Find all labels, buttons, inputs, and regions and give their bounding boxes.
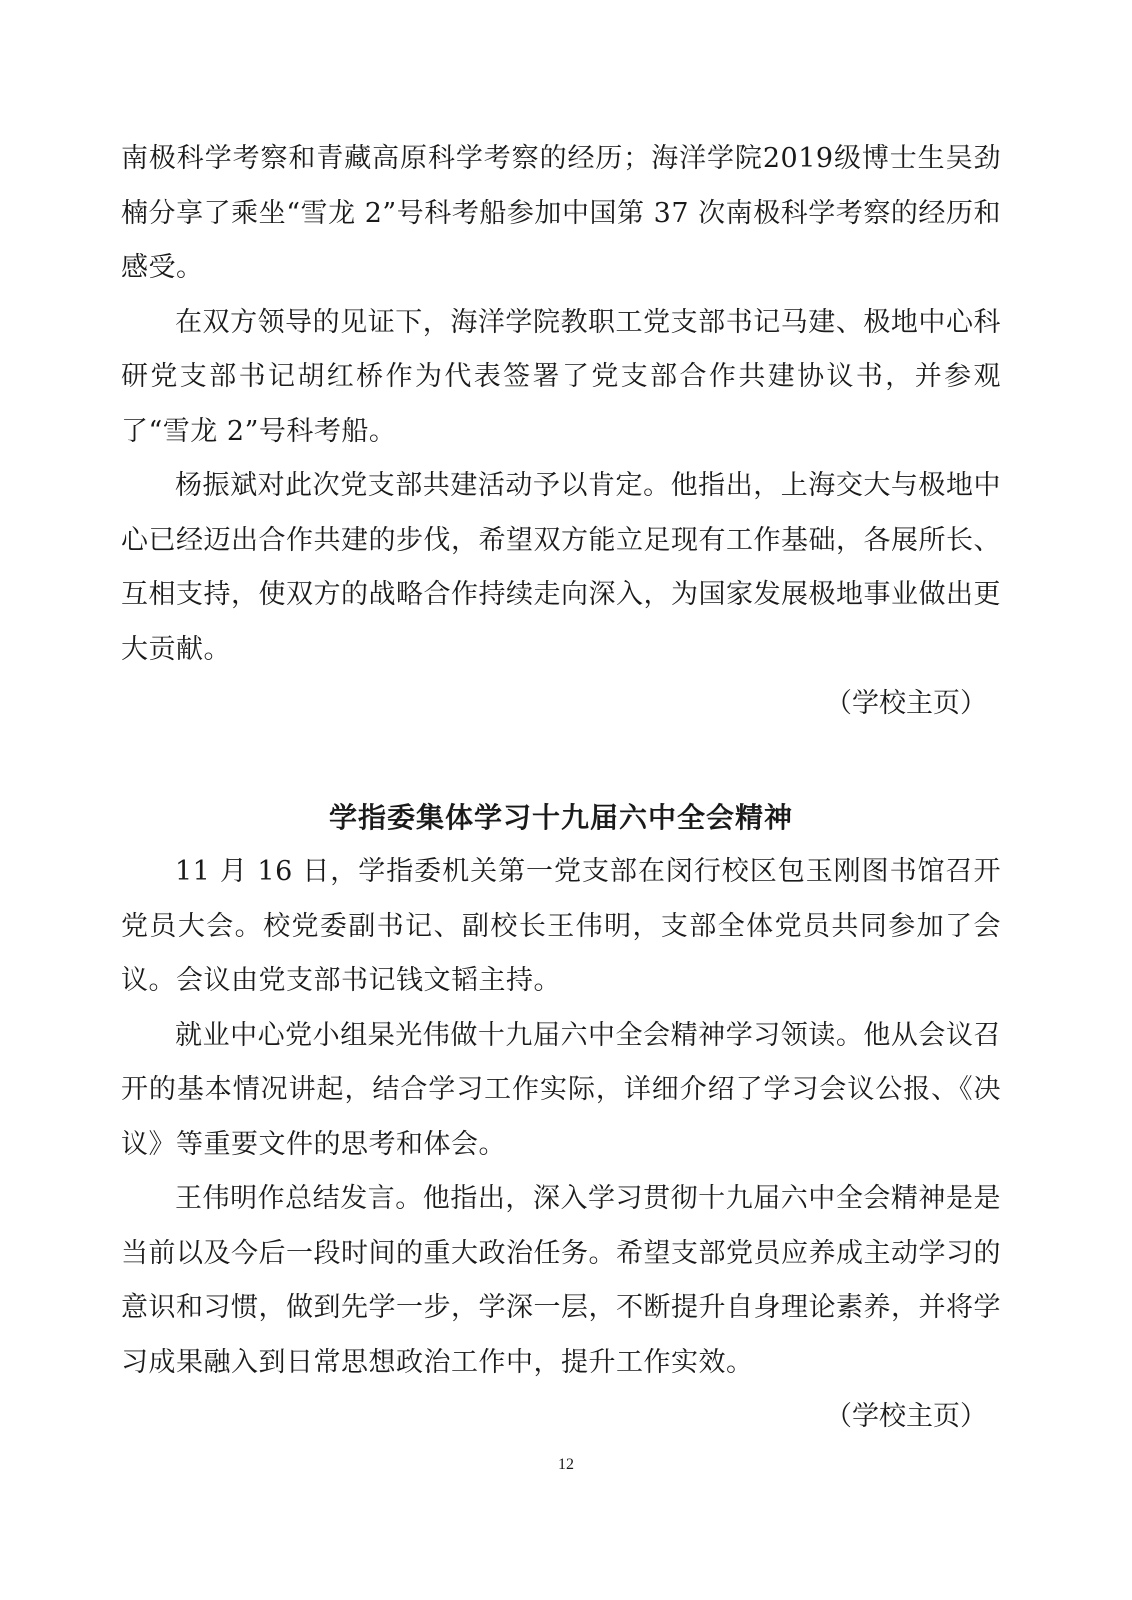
article-1-paragraph-2: 在双方领导的见证下，海洋学院教职工党支部书记马建、极地中心科研党支部书记胡红桥作为代表签署了党支部合作共建协议书，并参观了“雪龙 2”号科考船。: [121, 306, 1001, 447]
article-2-paragraph-1: 11 月 16 日，学指委机关第一党支部在闵行校区包玉刚图书馆召开党员大会。校党委副书记、副校长王伟明，支部全体党员共同参加了会议。会议由党支部书记钱文韬主持。: [121, 856, 1001, 996]
article-1-source: （学校主页）: [825, 688, 987, 719]
article-1-paragraph-3: 杨振斌对此次党支部共建活动予以肯定。他指出，上海交大与极地中心已经迈出合作共建的步伐，希望双方能立足现有工作基础，各展所长、互相支持，使双方的战略合作持续走向深入，为国家发展极地事业做出更大贡献。: [121, 470, 1001, 665]
article-2-paragraph-3: 王伟明作总结发言。他指出，深入学习贯彻十九届六中全会精神是是当前以及今后一段时间的重大政治任务。希望支部党员应养成主动学习的意识和习惯，做到先学一步，学深一层，不断提升自身理论素养，并将学习成果融入到日常思想政治工作中，提升工作实效。: [121, 1183, 1001, 1378]
article-2-title: 学指委集体学习十九届六中全会精神: [328, 801, 793, 834]
article-1-body: [121, 132, 1001, 732]
article-2-paragraph-2: 就业中心党小组杲光伟做十九届六中全会精神学习领读。他从会议召开的基本情况讲起，结合学习工作实际，详细介绍了学习会议公报、《决议》等重要文件的思考和体会。: [121, 1019, 1001, 1160]
article-2-body: [121, 845, 1001, 1445]
article-1-paragraph-1: 南极科学考察和青藏高原科学考察的经历；海洋学院2019级博士生吴劲楠分享了乘坐“雪龙 2”号科考船参加中国第 37 次南极科学考察的经历和感受。: [121, 143, 1001, 283]
article-2-source: （学校主页）: [825, 1401, 987, 1432]
page-number: 12: [558, 1456, 574, 1473]
